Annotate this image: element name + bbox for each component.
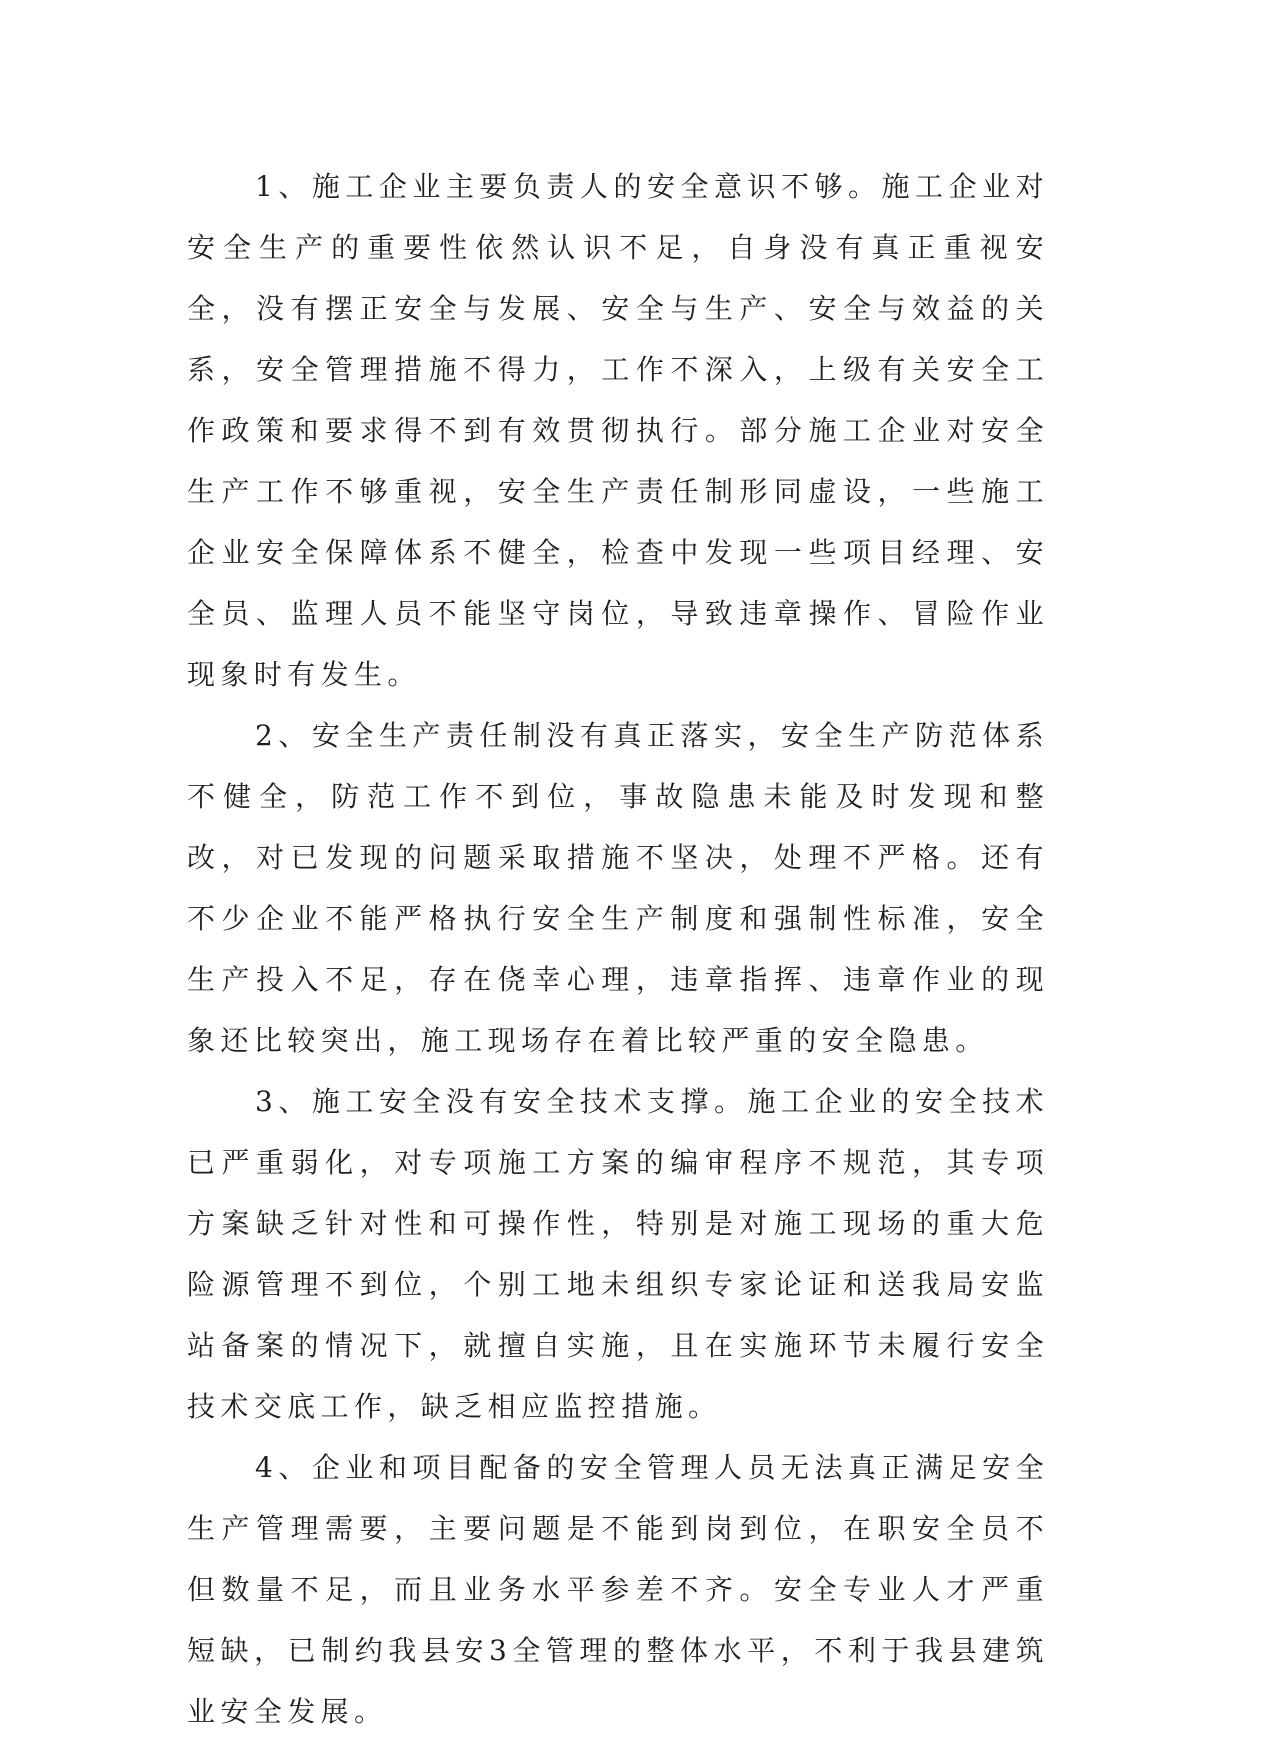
paragraph-2: 2、安全生产责任制没有真正落实，安全生产防范体系不健全，防范工作不到位，事故隐患未能及时发现和整改，对已发现的问题采取措施不坚决，处理不严格。还有不少企业不能严格执行安全生产制度和强制性标准，安全生产投入不足，存在侥幸心理，违章指挥、违章作业的现象还比较突出，施工现场存在着比较严重的安全隐患。	[187, 719, 1049, 1057]
paragraph-1: 1、施工企业主要负责人的安全意识不够。施工企业对安全生产的重要性依然认识不足，自身没有真正重视安全，没有摆正安全与发展、安全与生产、安全与效益的关系，安全管理措施不得力，工作不深入，上级有关安全工作政策和要求得不到有效贯彻执行。部分施工企业对安全生产工作不够重视，安全生产责任制形同虚设，一些施工企业安全保障体系不健全，检查中发现一些项目经理、安全员、监理人员不能坚守岗位，导致违章操作、冒险作业现象时有发生。	[187, 170, 1049, 691]
paragraph-4: 4、企业和项目配备的安全管理人员无法真正满足安全生产管理需要，主要问题是不能到岗到位，在职安全员不但数量不足，而且业务水平参差不齐。安全专业人才严重短缺，已制约我县安3全管理的整体水平，不利于我县建筑业安全发展。	[187, 1451, 1049, 1728]
document-body	[187, 156, 1049, 1742]
paragraph-3: 3、施工安全没有安全技术支撑。施工企业的安全技术已严重弱化，对专项施工方案的编审程序不规范，其专项方案缺乏针对性和可操作性，特别是对施工现场的重大危险源管理不到位，个别工地未组织专家论证和送我局安监站备案的情况下，就擅自实施，且在实施环节未履行安全技术交底工作，缺乏相应监控措施。	[187, 1085, 1049, 1423]
